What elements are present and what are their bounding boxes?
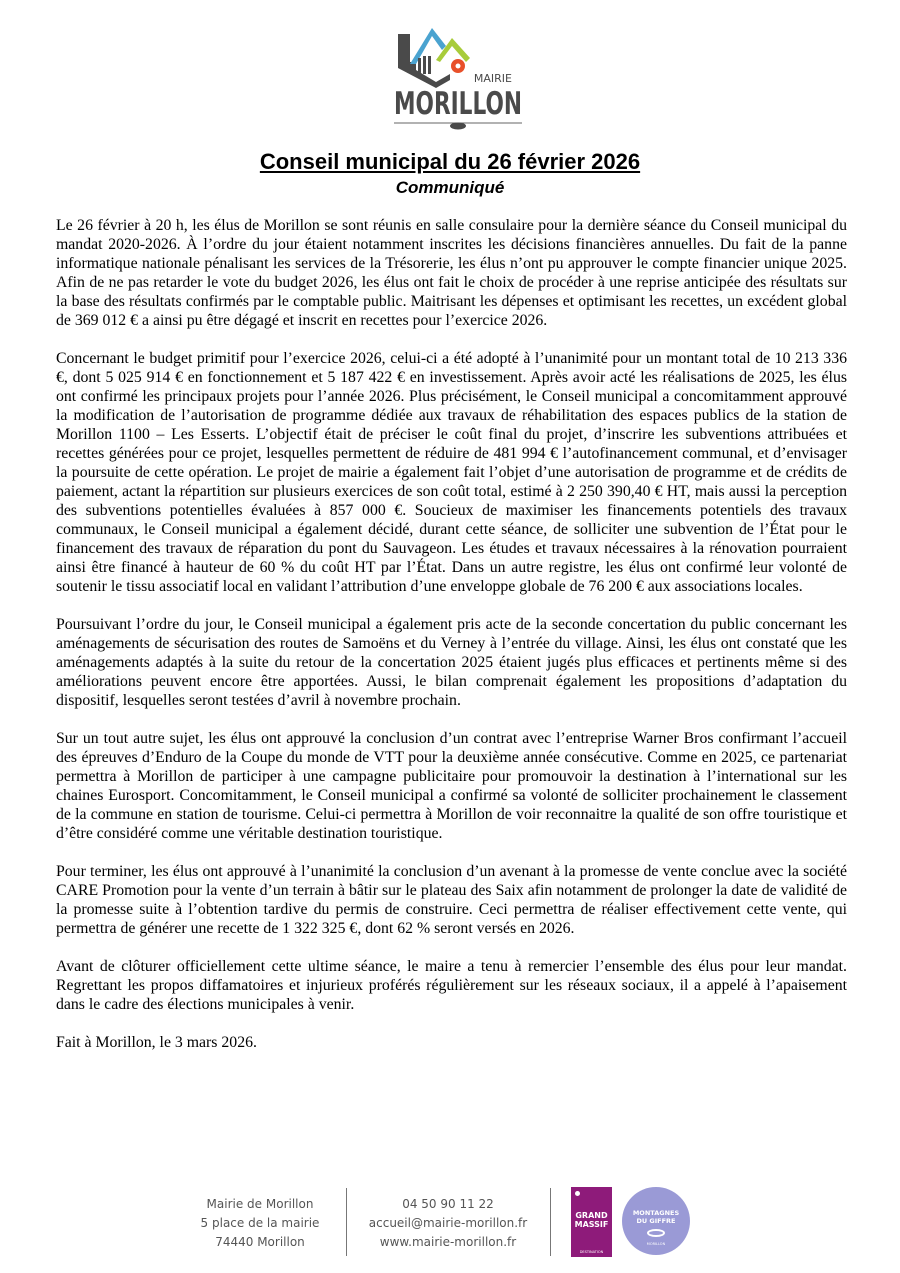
grand-massif-logo: GRAND MASSIF DESTINATION — [571, 1187, 612, 1257]
address-line: 5 place de la mairie — [200, 1216, 320, 1230]
paragraph: Sur un tout autre sujet, les élus ont approuvé la conclusion d’un contrat avec l’entreprise Warner Bros confirmant l’accueil des épreuves d’Enduro de la Coupe du monde de VTT pour la deuxième année consécutive. Comme en 2025, ce partenariat permettra à Morillon de participer à une campagne publicitaire pour promouvoir la destination à l’international sur les chaines Eurosport. Concomitamment, le Conseil municipal a confirmé sa volonté de solliciter prochainement le classement de la commune en station de tourisme. Celui-ci permettra à Morillon de voir reconnaitre la qualité de son offre touristique et d’être considéré comme une véritable destination touristique. — [56, 730, 847, 842]
svg-text:MORILLON: MORILLON — [394, 86, 522, 122]
paragraph: Le 26 février à 20 h, les élus de Morillon se sont réunis en salle consulaire pour la dernière séance du Conseil municipal du mandat 2020-2026. À l’ordre du jour étaient notamment inscrites les décisions financières annuelles. Du fait de la panne informatique nationale pénalisant les services de la Trésorerie, les élus n’ont pu approuver le compte financier unique 2025. Afin de ne pas retarder le vote du budget 2026, les élus ont fait le choix de procéder à une reprise anticipée des résultats sur la base des résultats confirmés par le comptable public. Maitrisant les dépenses et optimisant les recettes, un excédent global de 369 012 € a ainsi pu être dégagé et inscrit en recettes pour l’exercice 2026. — [56, 217, 847, 329]
page-subtitle: Communiqué — [395, 178, 505, 197]
address-line: Mairie de Morillon — [206, 1197, 314, 1211]
email-link[interactable]: accueil@mairie-morillon.fr — [368, 1216, 528, 1230]
paragraph: Avant de clôturer officiellement cette ultime séance, le maire a tenu à remercier l’ensemble des élus pour leur mandat. Regrettant les propos diffamatoires et injurieux proférés régulièrement sur les réseaux sociaux, il a appelé à l’apaisement dans le cadre des élections municipales à venir. — [56, 958, 847, 1013]
paragraph: Pour terminer, les élus ont approuvé à l’unanimité la conclusion d’un avenant à la promesse de vente conclue avec la société CARE Promotion pour la vente d’un terrain à bâtir sur le plateau des Saix afin notamment de prolonger la date de validité de la promesse suite à l’obtention tardive du permis de construire. Ceci permettra de réaliser effectivement cette vente, qui permettra de générer une recette de 1 322 325 €, dont 62 % seront versés en 2026. — [56, 863, 847, 937]
website-link[interactable]: www.mairie-morillon.fr — [379, 1235, 517, 1249]
phone-number: 04 50 90 11 22 — [402, 1197, 494, 1211]
footer-divider — [346, 1188, 347, 1256]
footer-divider — [550, 1188, 551, 1256]
mairie-morillon-logo — [388, 22, 528, 137]
page-title — [0, 149, 900, 175]
address-line: 74440 Morillon — [215, 1235, 305, 1249]
montagnes-du-giffre-logo: MONTAGNES DU GIFFRE MORILLON — [622, 1187, 690, 1255]
svg-text:MAIRIE: MAIRIE — [473, 72, 512, 85]
footer-contact — [358, 1195, 538, 1252]
footer-address — [190, 1195, 330, 1252]
signature-date: Fait à Morillon, le 3 mars 2026. — [56, 1034, 257, 1051]
communique-body — [56, 216, 847, 1071]
paragraph: Concernant le budget primitif pour l’exercice 2026, celui-ci a été adopté à l’unanimité pour un montant total de 10 213 336 €, dont 5 025 914 € en fonctionnement et 5 187 422 € en investissement. Après avoir acté les réalisations de 2025, les élus ont confirmé les principaux projets pour l’année 2026. Plus précisément, le Conseil municipal a concomitamment approuvé la modification de l’autorisation de programme dédiée aux travaux de réhabilitation des espaces publics de la station de Morillon 1100 – Les Esserts. L’objectif était de préciser le coût final du projet, d’inscrire les subventions attribuées et recettes générées pour ce projet, lesquelles permettent de réduire de 481 994 € l’autofinancement communal, et d’envisager la poursuite de cette opération. Le projet de mairie a également fait l’objet d’une autorisation de programme et de crédits de paiement, actant la répartition sur plusieurs exercices de son coût total, estimé à 2 250 390,40 € HT, mais aussi la perception des subventions potentielles évaluées à 857 000 €. Soucieux de maximiser les financements potentiels des travaux communaux, le Conseil municipal a également décidé, durant cette séance, de solliciter une subvention de l’État pour le financement des travaux de réparation du pont du Sauvageon. Les études et travaux nécessaires à la rénovation pourraient ainsi être financé à hauteur de 60 % du coût HT par l’État. Dans un autre registre, les élus ont confirmé leur volonté de soutenir le tissu associatif local en validant l’attribution d’une enveloppe globale de 76 200 € aux associations locales. — [56, 350, 847, 595]
title-text: Conseil municipal du 26 février 2026 — [259, 149, 641, 174]
paragraph: Poursuivant l’ordre du jour, le Conseil municipal a également pris acte de la seconde concertation du public concernant les aménagements de sécurisation des routes de Samoëns et du Verney à l’entrée du village. Ainsi, les élus ont constaté que les aménagements adaptés à la suite du retour de la concertation 2025 étaient jugés plus efficaces et pertinents même si des améliorations peuvent encore être apportées. Aussi, le bilan comprenait également les propositions d’adaptation du dispositif, lesquelles seront testées d’avril à novembre prochain. — [56, 616, 847, 709]
